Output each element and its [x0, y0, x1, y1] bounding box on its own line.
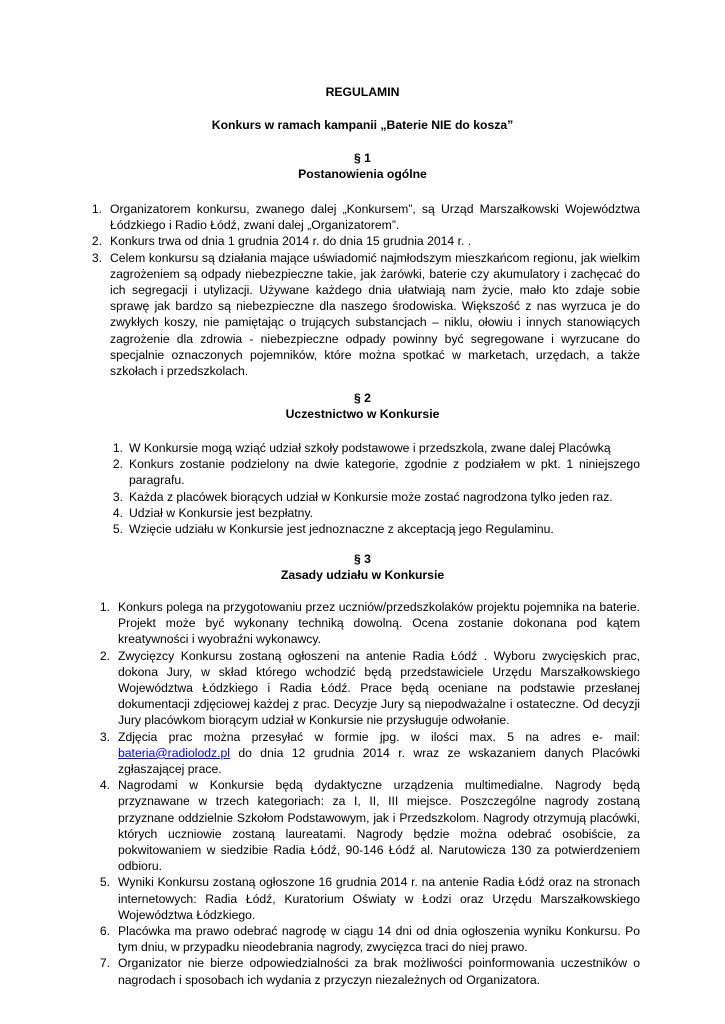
item-number: 4.: [112, 505, 123, 520]
item-number: 2.: [112, 457, 123, 472]
list-item: [91, 201, 640, 233]
section-2-list: [112, 440, 640, 537]
item-text: Celem konkursu są działania mające uświadomić najmłodszym mieszkańcom regionu, jak wielkim zagrożeniem są odpady niebezpieczne takie, jak żarówki, baterie czy akumulatory i zachęcać do ich segregacji i utylizacji. Używane każdego dnia ułatwiają nam życie, mało kto zdaje sobie sprawę jak bardzo są niebezpieczne dla naszego środowiska. Większość z nas wyrzuca je do zwykłych koszy, nie pamiętając o trujących substancjach – niklu, ołowiu i innych stanowiących zagrożenie dla zdrowia - niebezpieczne odpady powinny być segregowane i wyrzucane do specjalnie oznaczonych pojemników, które można spotkać w marketach, urzędach, a także szkołach i przedszkolach.: [110, 250, 640, 379]
document-subtitle: Konkurs w ramach kampanii „Baterie NIE do kosza”: [211, 118, 514, 132]
section-1-mark: § 1: [354, 151, 371, 165]
list-item: [91, 233, 640, 249]
list-item: [112, 440, 640, 456]
list-item: [99, 874, 640, 923]
section-2-mark: § 2: [354, 391, 371, 405]
list-item: [91, 250, 640, 380]
item-number: 5.: [99, 875, 110, 890]
list-item: [99, 599, 640, 648]
section-3-list: [99, 599, 640, 988]
item-text: Konkurs polega na przygotowaniu przez uczniów/przedszkolaków projektu pojemnika na baterie. Projekt może być wykonany techniką dowolną. Ocena zostanie dokonana pod kątem kreatywności i wyobraźni wykonawcy.: [118, 600, 640, 647]
item-number: 4.: [99, 778, 110, 793]
list-item: [112, 521, 640, 537]
section-3-mark: § 3: [354, 552, 371, 566]
list-item: [112, 456, 640, 488]
item-number: 7.: [99, 956, 110, 971]
item-text: W Konkursie mogą wziąć udział szkoły podstawowe i przedszkola, zwane dalej Placówką: [129, 441, 611, 455]
item-text: Placówka ma prawo odebrać nagrodę w ciągu 14 dni od dnia ogłoszenia wyniku Konkursu. Po tym dniu, w przypadku nieodebrania nagrody, zwycięzca traci do niej prawo.: [118, 924, 640, 955]
item-text: Nagrodami w Konkursie będą dydaktyczne urządzenia multimedialne. Nagrody będą przyznawane w trzech kategoriach: za I, II, III miejsce. Poszczególne nagrody zostaną przyznane oddzielnie Szkołom Podstawowym, jak i Przedszkolom. Nagrody otrzymują placówki, których uczniowie zostaną laureatami. Nagrody będzie można odebrać osobiście, za pokwitowaniem w siedzibie Radia Łódź, 90-146 Łódź al. Narutowicza 130 za potwierdzeniem odbioru.: [118, 778, 640, 874]
item-text: Organizator nie bierze odpowiedzialności za brak możliwości poinformowania uczestników o nagrodach i sposobach ich wydania z przyczyn niezależnych od Organizatora.: [118, 956, 640, 987]
list-item: [99, 955, 640, 987]
item-text: Konkurs zostanie podzielony na dwie kategorie, zgodnie z podziałem w pkt. 1 niniejszego paragrafu.: [129, 457, 640, 488]
item-text: Udział w Konkursie jest bezpłatny.: [129, 505, 314, 520]
email-link[interactable]: bateria@radiolodz.pl: [118, 745, 230, 760]
section-3-heading: Zasady udziału w Konkursie: [280, 568, 445, 582]
item-text-after: do dnia 12 grudnia 2014 r. wraz ze wskazaniem danych Placówki zgłaszającej prace.: [118, 745, 640, 777]
item-text: Wyniki Konkursu zostaną ogłoszone 16 grudnia 2014 r. na antenie Radia Łódź oraz na stronach internetowych: Radia Łódź, Kuratorium Oświaty w Łodzi oraz Urzędu Marszałkowskiego Województwa Łódzkiego.: [118, 875, 640, 922]
list-item: [99, 923, 640, 955]
item-number: 2.: [91, 234, 102, 249]
item-number: 3.: [99, 729, 110, 744]
list-item: [99, 729, 640, 778]
item-number: 6.: [99, 924, 110, 939]
item-text: Organizatorem konkursu, zwanego dalej „Konkursem”, są Urząd Marszałkowski Województwa Łódzkiego i Radio Łódź, zwani dalej „Organizatorem”.: [110, 202, 640, 233]
item-number: 1.: [99, 600, 110, 614]
item-number: 5.: [112, 522, 123, 537]
item-text: Wzięcie udziału w Konkursie jest jednoznaczne z akceptacją jego Regulaminu.: [129, 522, 554, 537]
item-number: 1.: [112, 441, 123, 455]
item-text-before: Zdjęcia prac można przesyłać w formie jpg. w ilości max. 5 na adres e- mail:: [118, 729, 640, 744]
section-1-list: [91, 201, 640, 379]
item-number: 1.: [91, 202, 102, 216]
list-item: [112, 505, 640, 521]
item-number: 2.: [99, 648, 110, 663]
list-item: [99, 777, 640, 874]
section-2-heading: Uczestnictwo w Konkursie: [285, 407, 440, 421]
item-text: Zwycięzcy Konkursu zostaną ogłoszeni na antenie Radia Łódź . Wyboru zwycięskich prac, dokona Jury, w skład którego wchodzić będą przedstawiciele Urzędu Marszałkowskiego Województwa Łódzkiego i Radia Łódź. Prace będą oceniane na podstawie przesłanej dokumentacji zdjęciowej każdej z prac. Decyzje Jury są niepodważalne i ostateczne. Od decyzji Jury placówkom biorącym udział w Konkursie nie przysługuje odwołanie.: [118, 648, 640, 728]
list-item: [99, 648, 640, 729]
item-number: 3.: [112, 489, 123, 504]
section-1-heading: Postanowienia ogólne: [298, 167, 427, 181]
document-title: REGULAMIN: [325, 85, 400, 99]
list-item: [112, 489, 640, 505]
item-text: Każda z placówek biorących udział w Konkursie może zostać nagrodzona tylko jeden raz.: [129, 489, 613, 504]
item-text: Konkurs trwa od dnia 1 grudnia 2014 r. do dnia 15 grudnia 2014 r. .: [110, 234, 472, 249]
item-number: 3.: [91, 250, 102, 265]
